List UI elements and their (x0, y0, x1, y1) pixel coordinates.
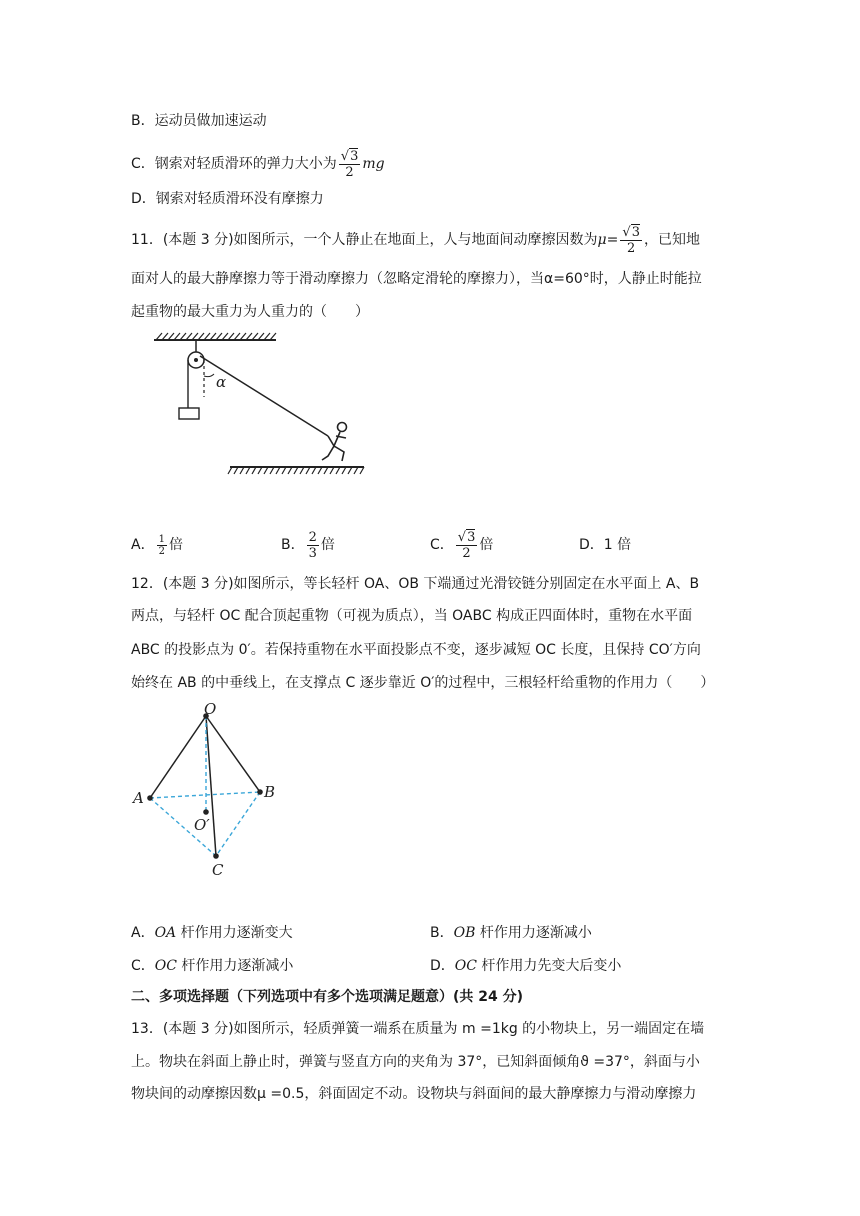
fraction-1-over-2: $\frac{1}{2}$ (158, 533, 165, 557)
rod-name: OC (154, 958, 177, 974)
mu-symbol: μ (597, 232, 607, 248)
label-c: C (212, 861, 224, 879)
option-letter: D． (579, 537, 604, 553)
q13-line-3: 物块间的动摩擦因数μ =0.5，斜面固定不动。设物块与斜面间的最大静摩擦力与滑动摩擦力 (131, 1086, 697, 1102)
label-a: A (133, 789, 144, 807)
alpha-label: α (216, 373, 227, 391)
option-letter: B． (430, 925, 454, 941)
q12-option-a: A．OA 杆作用力逐渐变大 (131, 925, 293, 941)
option-text: 钢索对轻质滑环的弹力大小为 (154, 156, 337, 172)
section-heading: 二、多项选择题（下列选项中有多个选项满足题意）(共 24 分) (131, 989, 524, 1005)
rod-name: OA (154, 925, 177, 941)
option-letter: D． (430, 958, 455, 974)
label-o: O (204, 700, 217, 718)
q13-line-2: 上。物块在斜面上静止时，弹簧与竖直方向的夹角为 37°，已知斜面倾角ϑ =37°，斜面与小 (131, 1054, 700, 1070)
rod-name: OC (454, 958, 477, 974)
option-text: 钢索对轻质滑环没有摩擦力 (155, 191, 324, 207)
q12-option-d: D．OC 杆作用力先变大后变小 (430, 958, 622, 974)
q11-pulley-figure (150, 332, 370, 482)
option-letter: C． (430, 537, 454, 553)
mg-symbol: mg (362, 156, 385, 172)
option-text: 运动员做加速运动 (154, 113, 267, 129)
q11-line-1: 11．(本题 3 分)如图所示，一个人静止在地面上，人与地面间动摩擦因数为μ= $\frac{√3}{2}$ ，已知地 (131, 224, 700, 256)
q12-option-b: B．OB 杆作用力逐渐减小 (430, 925, 592, 941)
q11-option-b: B． $\frac{2}{3}$ 倍 (281, 529, 335, 561)
q11-option-d: D．1 倍 (579, 537, 632, 553)
q11-line-3: 起重物的最大重力为人重力的（ ） (131, 304, 369, 320)
label-b: B (264, 783, 276, 801)
fraction-sqrt3-over-2: $\frac{√3}{2}$ (340, 148, 359, 180)
q12-line-1: 12．(本题 3 分)如图所示，等长轻杆 OA、OB 下端通过光滑铰链分别固定在水平面上 A、B (131, 576, 700, 592)
option-letter: B． (281, 537, 305, 553)
person-icon (322, 423, 347, 462)
fraction-sqrt3-over-2: $\frac{√3}{2}$ (622, 224, 640, 256)
label-o-prime: O′ (194, 816, 210, 834)
fraction-sqrt3-over-2: $\frac{√3}{2}$ (457, 529, 476, 561)
option-letter: D． (131, 191, 156, 207)
q10-option-c (131, 146, 385, 182)
rod-name: OB (453, 925, 476, 941)
q12-line-4: 始终在 AB 的中垂线上，在支撑点 C 逐步靠近 O′的过程中，三根轻杆给重物的作用力（ ） (131, 675, 715, 691)
fraction-2-over-3: $\frac{2}{3}$ (308, 529, 317, 561)
option-letter: C． (131, 958, 155, 974)
option-letter: A． (131, 537, 155, 553)
q12-tetrahedron-figure (128, 700, 288, 882)
option-letter: C． (131, 156, 155, 172)
q12-option-c: C．OC 杆作用力逐渐减小 (131, 958, 294, 974)
option-letter: B． (131, 113, 155, 129)
q12-line-3: ABC 的投影点为 0′。若保持重物在水平面投影点不变，逐步减短 OC 长度，且保持 CO′方向 (131, 642, 701, 658)
q11-option-a: A． $\frac{1}{2}$ 倍 (131, 533, 183, 557)
q12-line-2: 两点，与轻杆 OC 配合顶起重物（可视为质点），当 OABC 构成正四面体时，重物在水平面 (131, 608, 693, 624)
q11-line-2: 面对人的最大静摩擦力等于滑动摩擦力（忽略定滑轮的摩擦力），当α=60°时，人静止时能拉 (131, 271, 702, 287)
q10-option-b (131, 111, 267, 131)
q10-option-d (131, 189, 324, 209)
q11-option-c: C． $\frac{√3}{2}$ 倍 (430, 529, 494, 561)
option-letter: A． (131, 925, 155, 941)
q13-line-1: 13．(本题 3 分)如图所示，轻质弹簧一端系在质量为 m =1kg 的小物块上，另一端固定在墙 (131, 1021, 705, 1037)
